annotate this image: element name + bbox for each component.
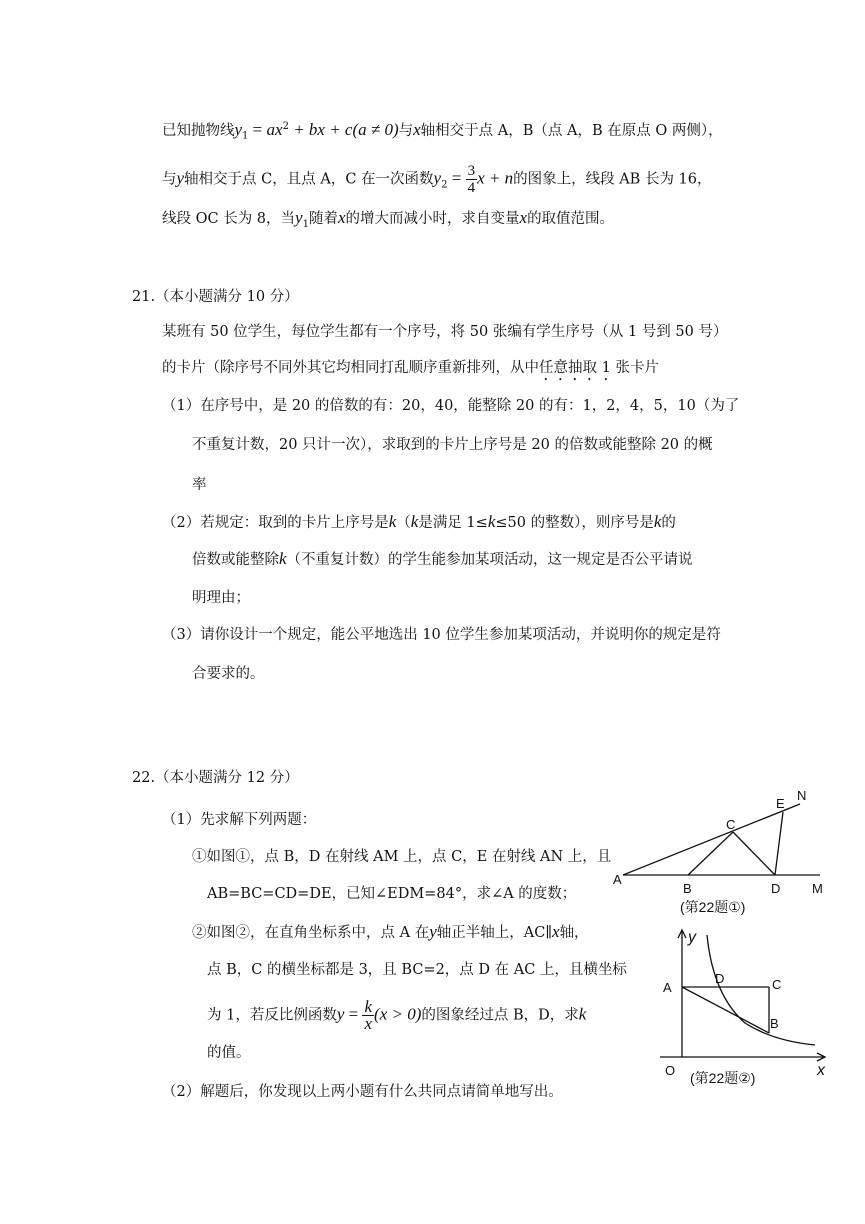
q21-part2-line1 xyxy=(162,512,676,533)
q21-header: 21.（本小题满分 10 分） xyxy=(132,289,299,305)
q21-part2-line3: 明理由； xyxy=(192,590,250,606)
segment-bc xyxy=(688,832,733,875)
q20-text: 与 xyxy=(398,122,414,139)
q22-text: ②如图②，在直角坐标系中，点 A 在 xyxy=(192,925,430,941)
label-a: A xyxy=(663,980,672,995)
math-parabola-tail: + bx + c(a ≠ 0) xyxy=(288,119,399,139)
q21-part3-line2: 合要求的。 xyxy=(192,666,265,682)
math-x: x xyxy=(552,922,560,941)
q22-text: 为 1，若反比例函数 xyxy=(207,1007,337,1024)
q20-text: 与 xyxy=(162,171,177,188)
math-k: k xyxy=(578,1004,587,1024)
math-ax: ax xyxy=(266,119,283,139)
ray-an xyxy=(623,804,800,875)
q22-b-line4: 的值。 xyxy=(207,1045,251,1061)
q21-text: 倍数或能整除 xyxy=(192,552,279,568)
math-equals: = xyxy=(447,168,466,188)
math-k: k xyxy=(487,512,496,531)
math-k: k xyxy=(653,512,662,531)
label-x: x xyxy=(817,1062,825,1079)
math-subscript: 1 xyxy=(302,218,309,230)
q21-text: （不重复计数）的学生能参加某项活动，这一规定是否公平请说 xyxy=(286,552,693,568)
q20-line-2 xyxy=(162,163,712,196)
q22-b-line1 xyxy=(192,922,589,943)
label-a: A xyxy=(613,872,622,887)
q20-text: 线段 OC 长为 8，当 xyxy=(162,211,296,227)
q22-a-line1: ①如图①，点 B，D 在射线 AM 上，点 C，E 在射线 AN 上，且 xyxy=(192,849,612,865)
q21-part3-line1: （3）请你设计一个规定，能公平地选出 10 位学生参加某项活动，并说明你的规定是符 xyxy=(162,627,721,643)
math-x: x xyxy=(413,119,421,139)
label-e: E xyxy=(776,796,785,811)
q20-text: 已知抛物线 xyxy=(162,122,235,139)
math-k: k xyxy=(388,512,397,531)
q21-part1-line2: 不重复计数，20 只计一次），求取到的卡片上序号是 20 的倍数或能整除 20 的概 xyxy=(192,437,713,453)
label-m: M xyxy=(812,881,823,896)
q20-text: 的增大而减小时，求自变量 xyxy=(345,211,520,227)
q20-text: 轴相交于点 C，且点 A，C 在一次函数 xyxy=(184,171,434,188)
math-y: y xyxy=(295,208,303,227)
label-n: N xyxy=(797,788,807,803)
q22-text: 的图象经过点 B，D，求 xyxy=(421,1007,579,1024)
label-y: y xyxy=(688,929,696,946)
q21-part2-line2 xyxy=(192,549,693,570)
q20-text: 轴相交于点 A，B（点 A，B 在原点 O 两侧）， xyxy=(420,122,723,139)
q20-line-1 xyxy=(162,117,723,147)
math-x: x xyxy=(337,208,346,227)
fraction-denominator: x xyxy=(364,1014,373,1033)
fraction-denominator: 4 xyxy=(467,180,476,196)
q21-text: 是满足 1≤ xyxy=(418,515,488,531)
q22-a-line2: AB=BC=CD=DE，已知∠EDM=84°，求∠A 的度数； xyxy=(207,886,577,902)
label-c: C xyxy=(772,977,782,992)
math-equals: = xyxy=(344,1004,363,1024)
math-equals: = xyxy=(248,119,267,139)
label-b: B xyxy=(770,1016,779,1031)
math-y: y xyxy=(429,922,437,941)
label-b: B xyxy=(683,881,692,896)
label-d: D xyxy=(771,881,781,896)
q22-header: 22.（本小题满分 12 分） xyxy=(132,770,299,786)
q22-b-line3 xyxy=(207,999,586,1032)
q21-text: （ xyxy=(396,515,411,531)
math-domain: (x > 0) xyxy=(374,1004,422,1024)
math-k: k xyxy=(279,549,287,568)
math-fraction xyxy=(466,163,478,196)
math-y: y xyxy=(336,1004,345,1024)
math-k: k xyxy=(410,512,419,531)
math-linear-tail: x + n xyxy=(477,168,514,188)
q21-text: ≤50 的整数），则序号是 xyxy=(495,515,654,531)
segment-de xyxy=(775,812,783,875)
math-subscript: 1 xyxy=(242,130,249,142)
q21-emphasis: 任意抽取 1 xyxy=(539,360,611,376)
q21-text: 的 xyxy=(661,515,676,531)
fraction-numerator: k xyxy=(364,997,373,1016)
q20-text: 随着 xyxy=(308,211,338,227)
math-subscript: 2 xyxy=(441,179,448,191)
q21-text: 张卡片 xyxy=(610,360,659,376)
figure-2-caption: (第22题②) xyxy=(690,1070,756,1086)
q21-intro-1: 某班有 50 位学生，每位学生都有一个序号，将 50 张编有学生序号（从 1 号到 50 号） xyxy=(162,324,728,340)
label-c: C xyxy=(726,817,736,832)
q22-part1: （1）先求解下列两题： xyxy=(162,812,317,828)
math-y: y xyxy=(433,168,442,188)
q22-text: 轴正半轴上，AC∥ xyxy=(436,925,553,941)
q21-text: （2）若规定：取到的卡片上序号是 xyxy=(162,515,389,531)
segment-cd xyxy=(733,832,775,875)
math-y: y xyxy=(176,168,185,188)
figure-1-caption: (第22题①) xyxy=(680,899,746,915)
label-d: D xyxy=(715,971,725,986)
math-superscript: 2 xyxy=(282,121,289,132)
q22-part2: （2）解题后，你发现以上两小题有什么共同点请简单地写出。 xyxy=(162,1084,563,1100)
math-y: y xyxy=(234,119,243,139)
fraction-numerator: 3 xyxy=(467,163,476,179)
math-x: x xyxy=(519,208,528,227)
q21-part1-line1: （1）在序号中，是 20 的倍数的有：20，40，能整除 20 的有：1，2，4，5，10（为了 xyxy=(162,398,740,414)
q21-intro-2 xyxy=(162,358,659,384)
q21-text: 的卡片（除序号不同外其它均相同打乱顺序重新排列，从中 xyxy=(162,360,539,376)
label-o: O xyxy=(665,1063,676,1078)
q20-text: 的取值范围。 xyxy=(527,211,615,227)
q21-part1-line3: 率 xyxy=(192,477,207,493)
math-fraction xyxy=(362,999,374,1032)
segment-ab xyxy=(682,987,769,1033)
q20-line-3 xyxy=(162,208,614,235)
q22-b-line2: 点 B，C 的横坐标都是 3，且 BC=2，点 D 在 AC 上，且横坐标 xyxy=(207,962,627,978)
q22-text: 轴， xyxy=(559,925,589,941)
q20-text: 的图象上，线段 AB 长为 16， xyxy=(513,171,712,188)
figure-22-1 xyxy=(605,780,835,920)
figure-22-2 xyxy=(655,925,835,1090)
